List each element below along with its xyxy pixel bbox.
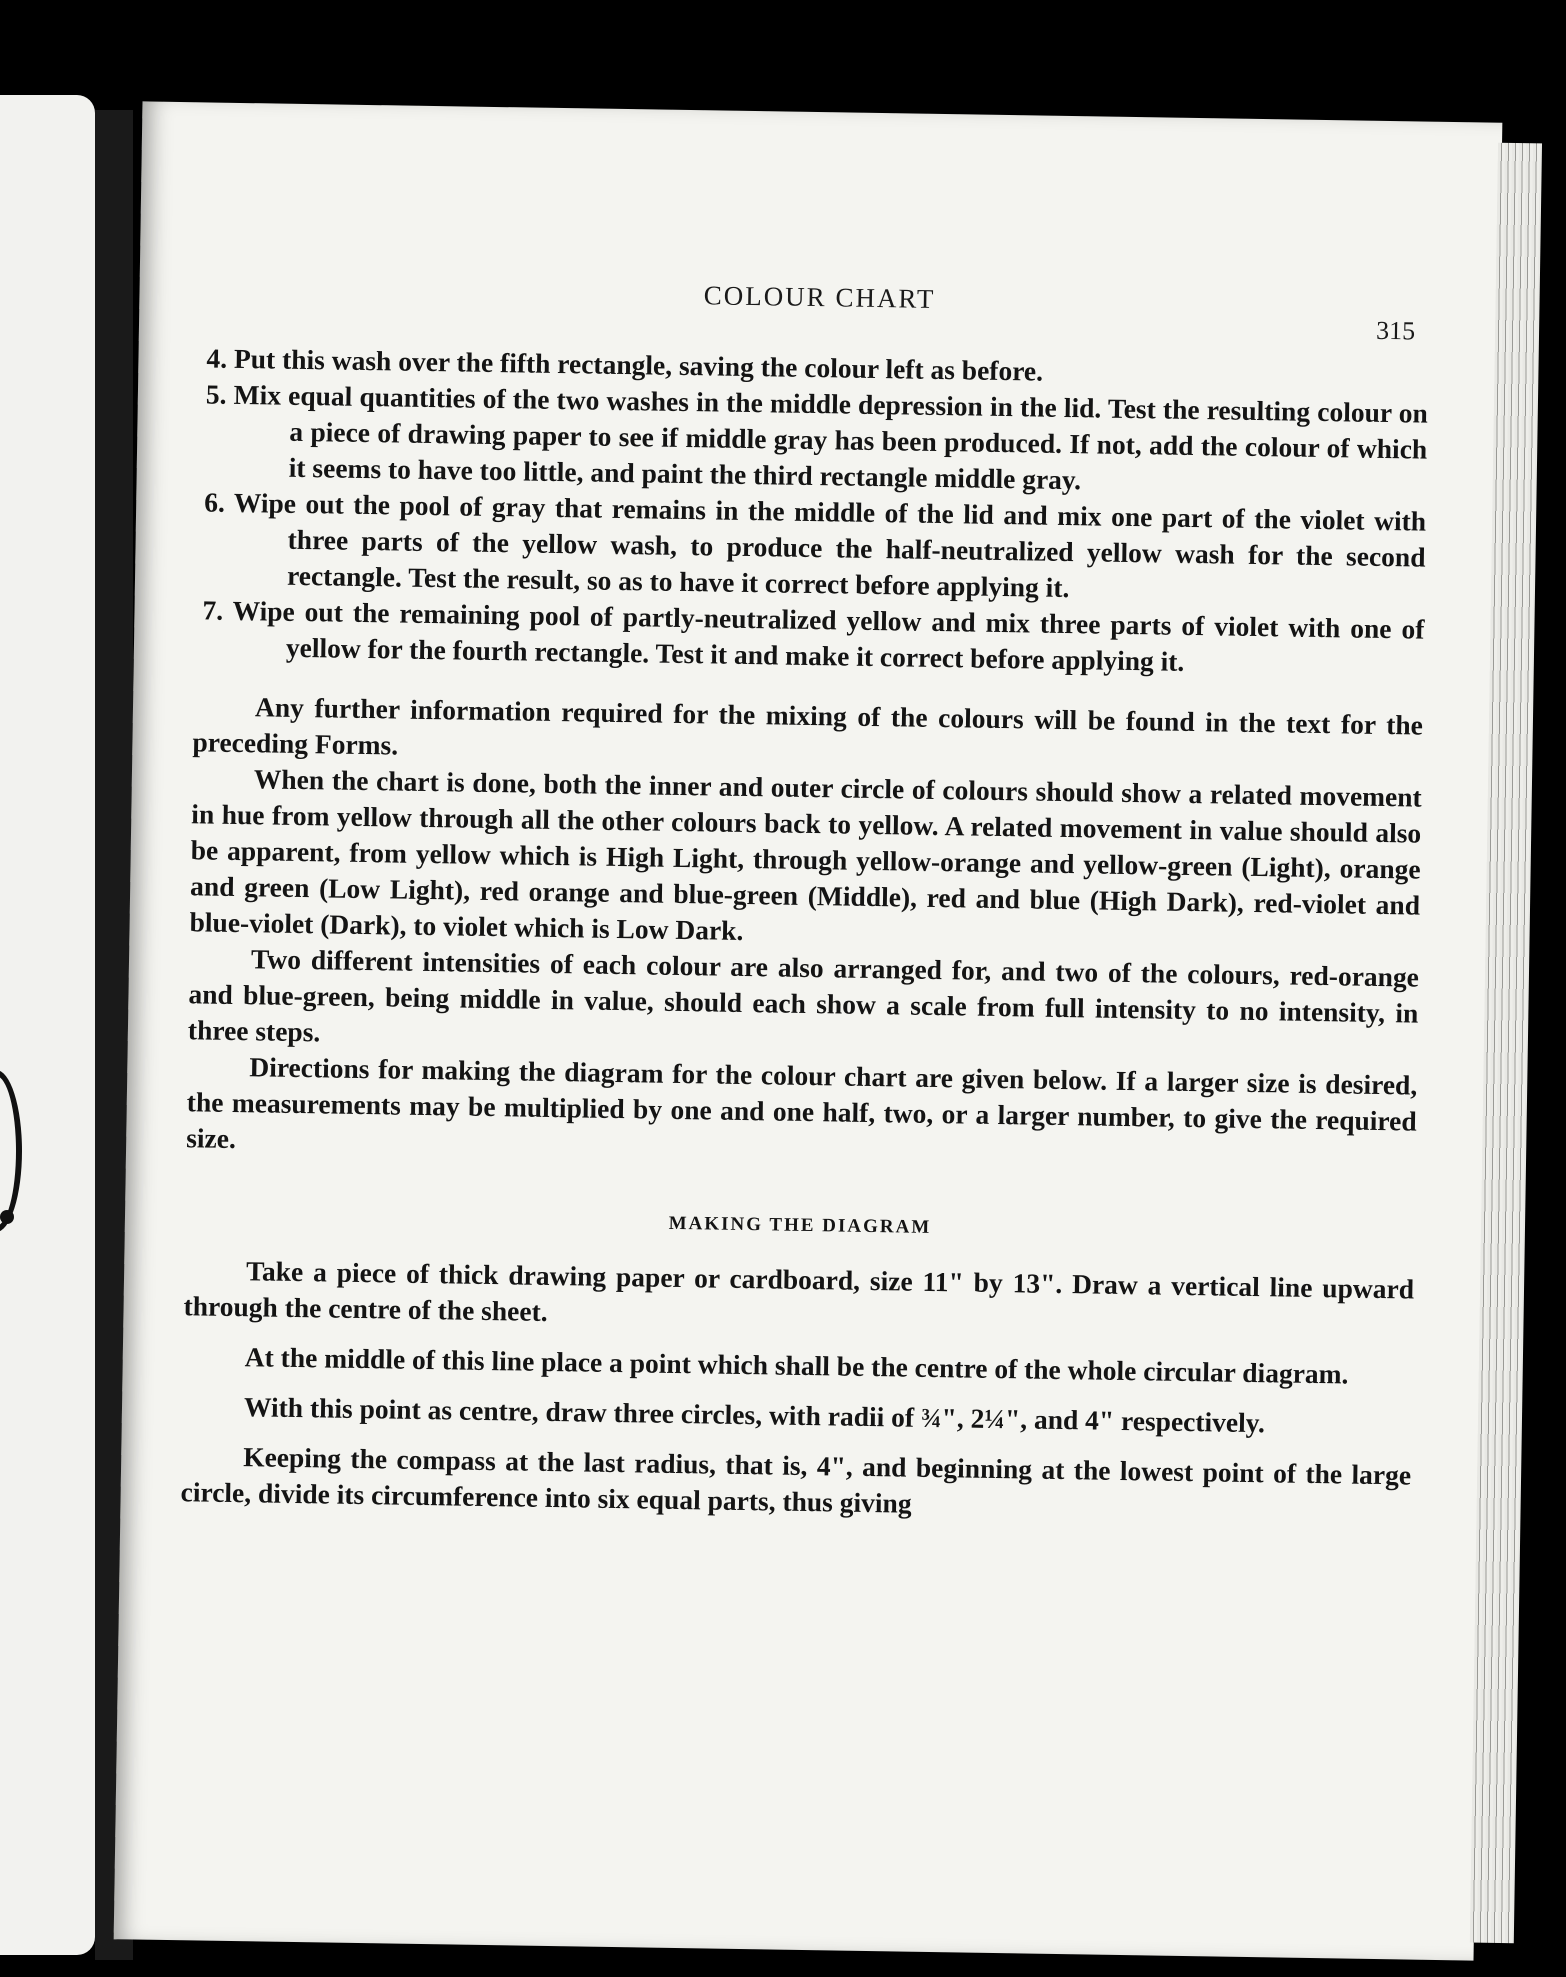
paragraph: Directions for making the diagram for the colour chart are given below. If a larger size is desired, the measurements may be multiplied by one and one half, two, or a larger number, to give the required size. — [186, 1051, 1418, 1155]
page-body — [180, 340, 1428, 1543]
paragraph: When the chart is done, both the inner and outer circle of colours should show a related movement in hue from yellow through all the other colours back to yellow. A related movement in value should also be apparent, from yellow which is High Light, through yellow-orange and yellow-green (Light), orange and green (Low Light), red orange and blue-green (Middle), red and blue (High Dark), red-violet and blue-violet (Dark), to violet which is Low Dark. — [189, 763, 1422, 946]
running-head: COLOUR CHART — [703, 280, 936, 314]
page-number: 315 — [1375, 315, 1416, 346]
instruction-step: Keeping the compass at the last radius, that is, 4", and beginning at the lowest point of the large circle, divide its circumference into six equal parts, thus giving — [180, 1441, 1412, 1519]
instruction-step: With this point as centre, draw three circles, with radii of ¾", 2¼", and 4" respectively. — [243, 1391, 1266, 1439]
instruction-step: Take a piece of thick drawing paper or cardboard, size 11" by 13". Draw a vertical line upward through the centre of the sheet. — [183, 1255, 1415, 1327]
paragraph: Two different intensities of each colour are also arranged for, and two of the colours, red-orange and blue-green, being middle in value, should each show a scale from full intensity to no intensity, in three steps. — [187, 943, 1420, 1048]
instruction-step: At the middle of this line place a point which shall be the centre of the whole circular diagram. — [244, 1341, 1349, 1390]
paragraph: Any further information required for the mixing of the colours will be found in the text for the preceding Forms. — [192, 691, 1424, 761]
numbered-item: 6. Wipe out the pool of gray that remains in the middle of the lid and mix one part of the violet with three parts of the yellow wash, to produce the half-neutralized yellow wash for the second rectangle. Test the result, so as to have it correct before applying it. — [203, 486, 1427, 604]
numbered-item: 4. Put this wash over the fifth rectangle, saving the colour left as before. — [206, 342, 1044, 387]
numbered-item: 5. Mix equal quantities of the two washes in the middle depression in the lid. Test the resulting colour on a piece of drawing paper to see if middle gray has been produced. If not, add the colour of which it seems to have too little, and paint the third rectangle middle gray. — [205, 378, 1429, 496]
section-heading: MAKING THE DIAGRAM — [668, 1212, 932, 1238]
left-page-circle-fragment — [0, 1070, 22, 1232]
numbered-item: 7. Wipe out the remaining pool of partly-neutralized yellow and mix three parts of violet with one of yellow for the fourth rectangle. Test it and make it correct before applying it. — [202, 594, 1425, 677]
left-page-edge — [0, 95, 95, 1955]
book-page — [114, 101, 1503, 1960]
left-page-dot — [0, 1210, 14, 1224]
page-stack-edge — [1470, 143, 1542, 1943]
